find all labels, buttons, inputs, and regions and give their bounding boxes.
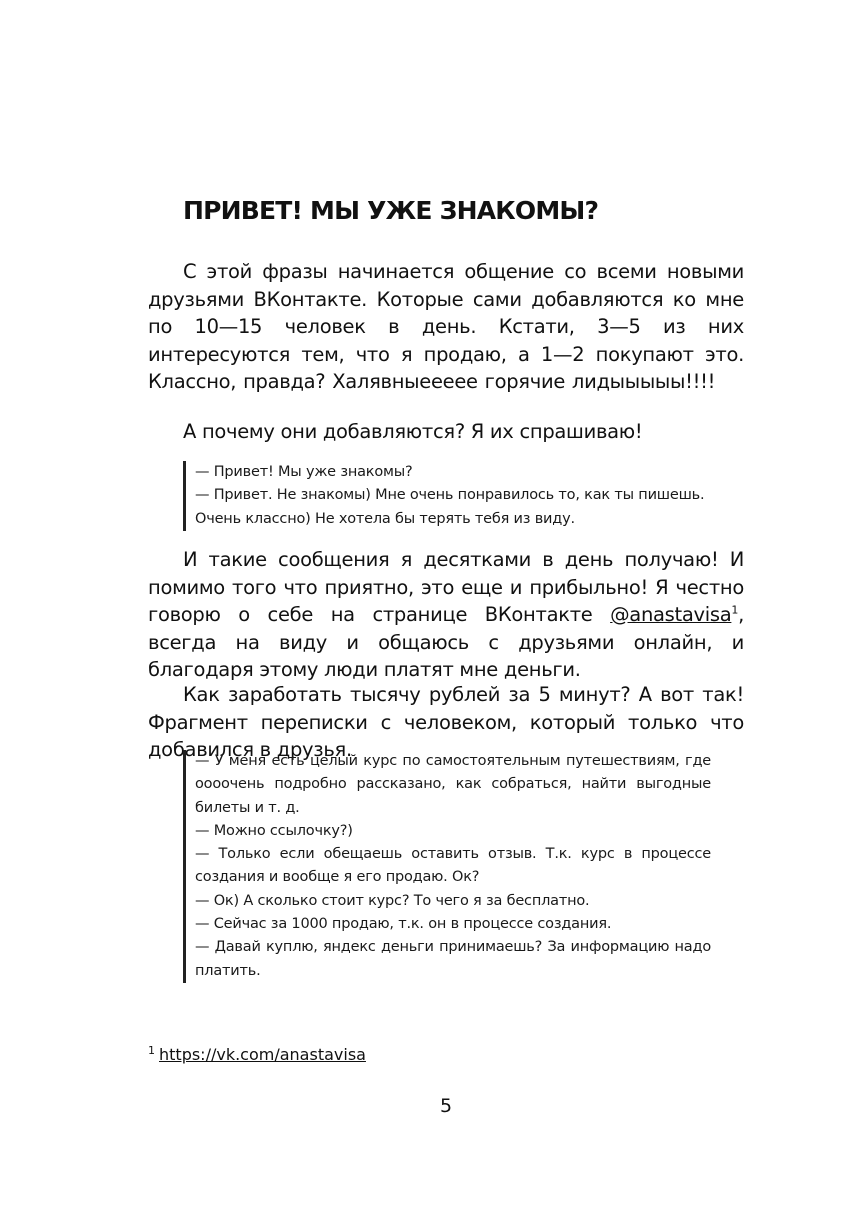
quote-line: — Сейчас за 1000 продаю, т.к. он в процессе создания. — [195, 916, 612, 933]
page-number: 5 — [439, 1095, 453, 1117]
footnote-reference[interactable]: 1 — [731, 603, 739, 617]
quote-line: — Привет! Мы уже знакомы? — [195, 464, 413, 480]
footnote-number: 1 — [148, 1043, 155, 1057]
quote-block-conversation — [183, 750, 711, 983]
paragraph-text: , всегда на виду и общаюсь с друзьями онлайн, и благодаря этому люди платят мне деньги. — [148, 603, 744, 681]
paragraph-intro: С этой фразы начинается общение со всеми новыми друзьями ВКонтакте. Которые сами добавляются ко мне по 10—15 человек в день. Кстати, 3—5 из них интересуются тем, что я продаю, а 1—2 покупают это. Классно, правда? Халявныеееее горячие лидыыыыы!!!! — [148, 260, 744, 393]
quote-line: — Давай куплю, яндекс деньги принимаешь? За информацию надо платить. — [195, 939, 711, 979]
quote-line: — Можно ссылочку?) — [195, 822, 353, 839]
footnote — [148, 1044, 366, 1066]
quote-block-greeting — [183, 461, 711, 531]
paragraph-question: А почему они добавляются? Я их спрашиваю! — [183, 420, 643, 443]
footnote-link[interactable]: https://vk.com/anastavisa — [159, 1045, 366, 1064]
quote-line: — Привет. Не знакомы) Мне очень понравилось то, как ты пишешь. Очень классно) Не хотела бы терять тебя из виду. — [195, 487, 705, 527]
profile-link[interactable]: @anastavisa — [610, 603, 732, 626]
quote-line: — У меня есть целый курс по самостоятельным путешествиям, где оооочень подробно рассказано, как собраться, найти выгодные билеты и т. д. — [195, 753, 711, 816]
paragraph-earning: Как заработать тысячу рублей за 5 минут? А вот так! Фрагмент переписки с человеком, который только что добавился в друзья. — [148, 683, 744, 761]
page-title: ПРИВЕТ! МЫ УЖЕ ЗНАКОМЫ? — [183, 196, 599, 225]
paragraph-text: И такие сообщения я десятками в день получаю! И помимо того что приятно, это еще и прибыльно! Я честно говорю о себе на странице ВКонтакте — [148, 548, 744, 626]
quote-line: — Только если обещаешь оставить отзыв. Т.к. курс в процессе создания и вообще я его продаю. Ок? — [195, 846, 711, 886]
paragraph-messages — [148, 546, 744, 684]
quote-line: — Ок) А сколько стоит курс? То чего я за бесплатно. — [195, 892, 590, 909]
